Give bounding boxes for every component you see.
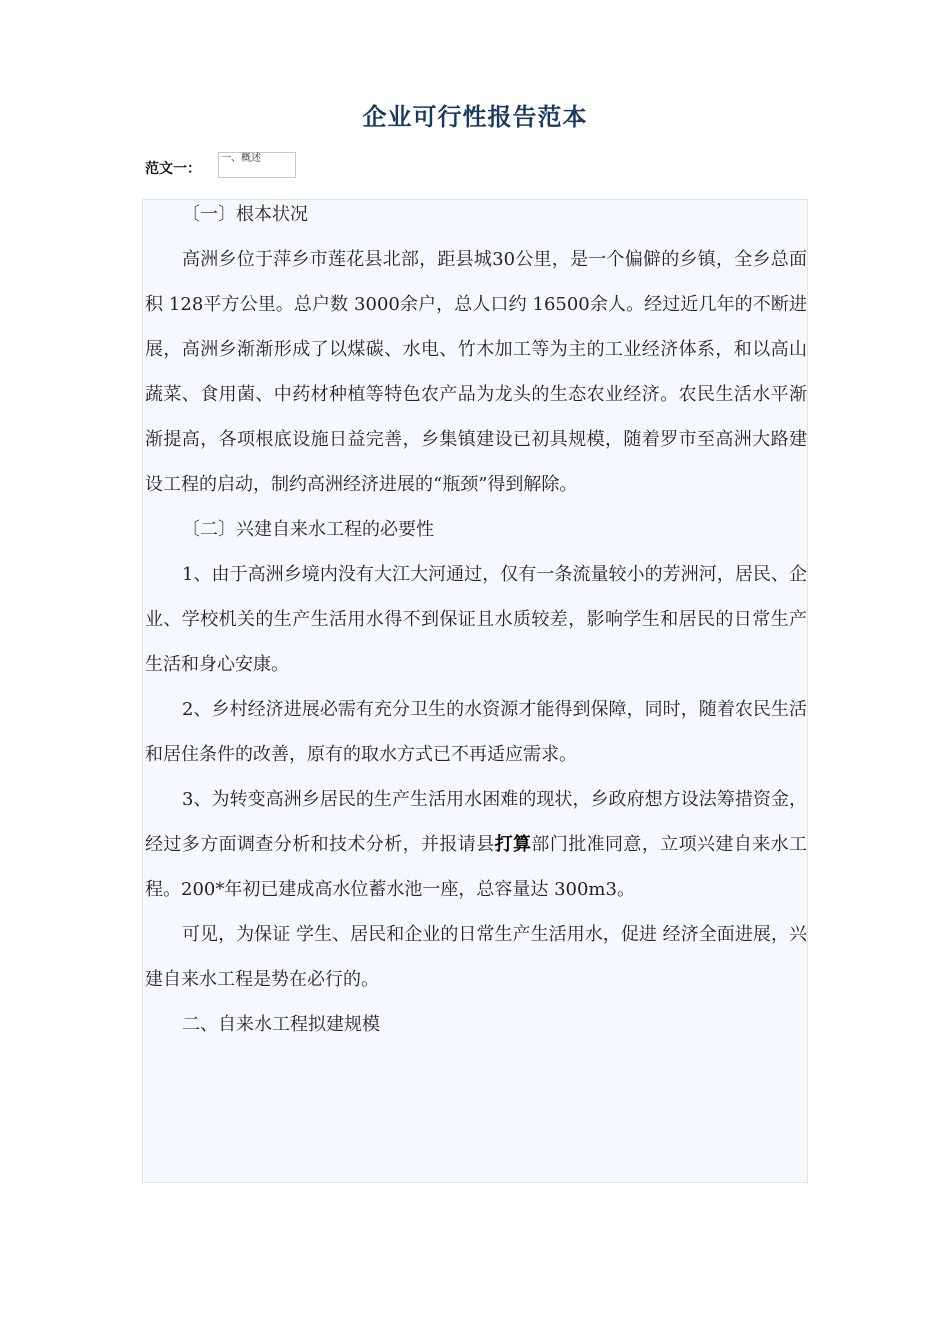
highlighted-term: 打算 xyxy=(494,834,532,855)
section-two-heading: 二、自来水工程拟建规模 xyxy=(182,1014,380,1035)
point-2-paragraph: 2、乡村经济进展必需有充分卫生的水资源才能得到保障，同时，随着农民生活和居住条件的改善，原有的取水方式已不再适应需求。 xyxy=(145,699,807,765)
section1-heading: 〔一〕根本状况 xyxy=(182,204,308,225)
sample-label: 范文一： xyxy=(145,161,201,177)
point-3-paragraph xyxy=(145,777,807,912)
conclusion-paragraph: 可见，为保证 学生、居民和企业的日常生产生活用水，促进 经济全面进展，兴建自来水工程是势在必行的。 xyxy=(145,924,807,990)
content-panel xyxy=(142,199,808,1183)
section2-heading: 〔二〕兴建自来水工程的必要性 xyxy=(182,519,434,540)
section1-paragraph: 高洲乡位于萍乡市莲花县北部，距县城30公里，是一个偏僻的乡镇，全乡总面积 128平方公里。总户数 3000余户，总人口约 16500余人。经过近几年的不断进展，高洲乡渐渐形成了以煤碳、水电、竹木加工等为主的工业经济体系，和以高山蔬菜、食用菌、中药材种植等特色农产品为龙头的生态农业经济。农民生活水平渐渐提高，各项根底设施日益完善，乡集镇建设已初具规模，随着罗市至高洲大路建设工程的启动，制约高洲经济进展的“瓶颈”得到解除。 xyxy=(145,249,807,495)
toc-item-overview[interactable]: 一、概述 xyxy=(218,152,296,178)
point-1-paragraph: 1、由于高洲乡境内没有大江大河通过，仅有一条流量较小的芳洲河，居民、企业、学校机关的生产生活用水得不到保证且水质较差，影响学生和居民的日常生产生活和身心安康。 xyxy=(145,564,807,675)
document-title: 企业可行性报告范本 xyxy=(362,102,588,131)
point-3-text-start: 3、为转变高洲乡居民的生产生活用水困难的现状，乡政府想方设法筹措资金，经过多方面调查分析和技术分析，并报请县 xyxy=(145,789,807,855)
point-3-text-end: 部门批准同意，立项兴建自来水工程。200*年初已建成高水位蓄水池一座，总容量达 300m3。 xyxy=(145,834,808,900)
